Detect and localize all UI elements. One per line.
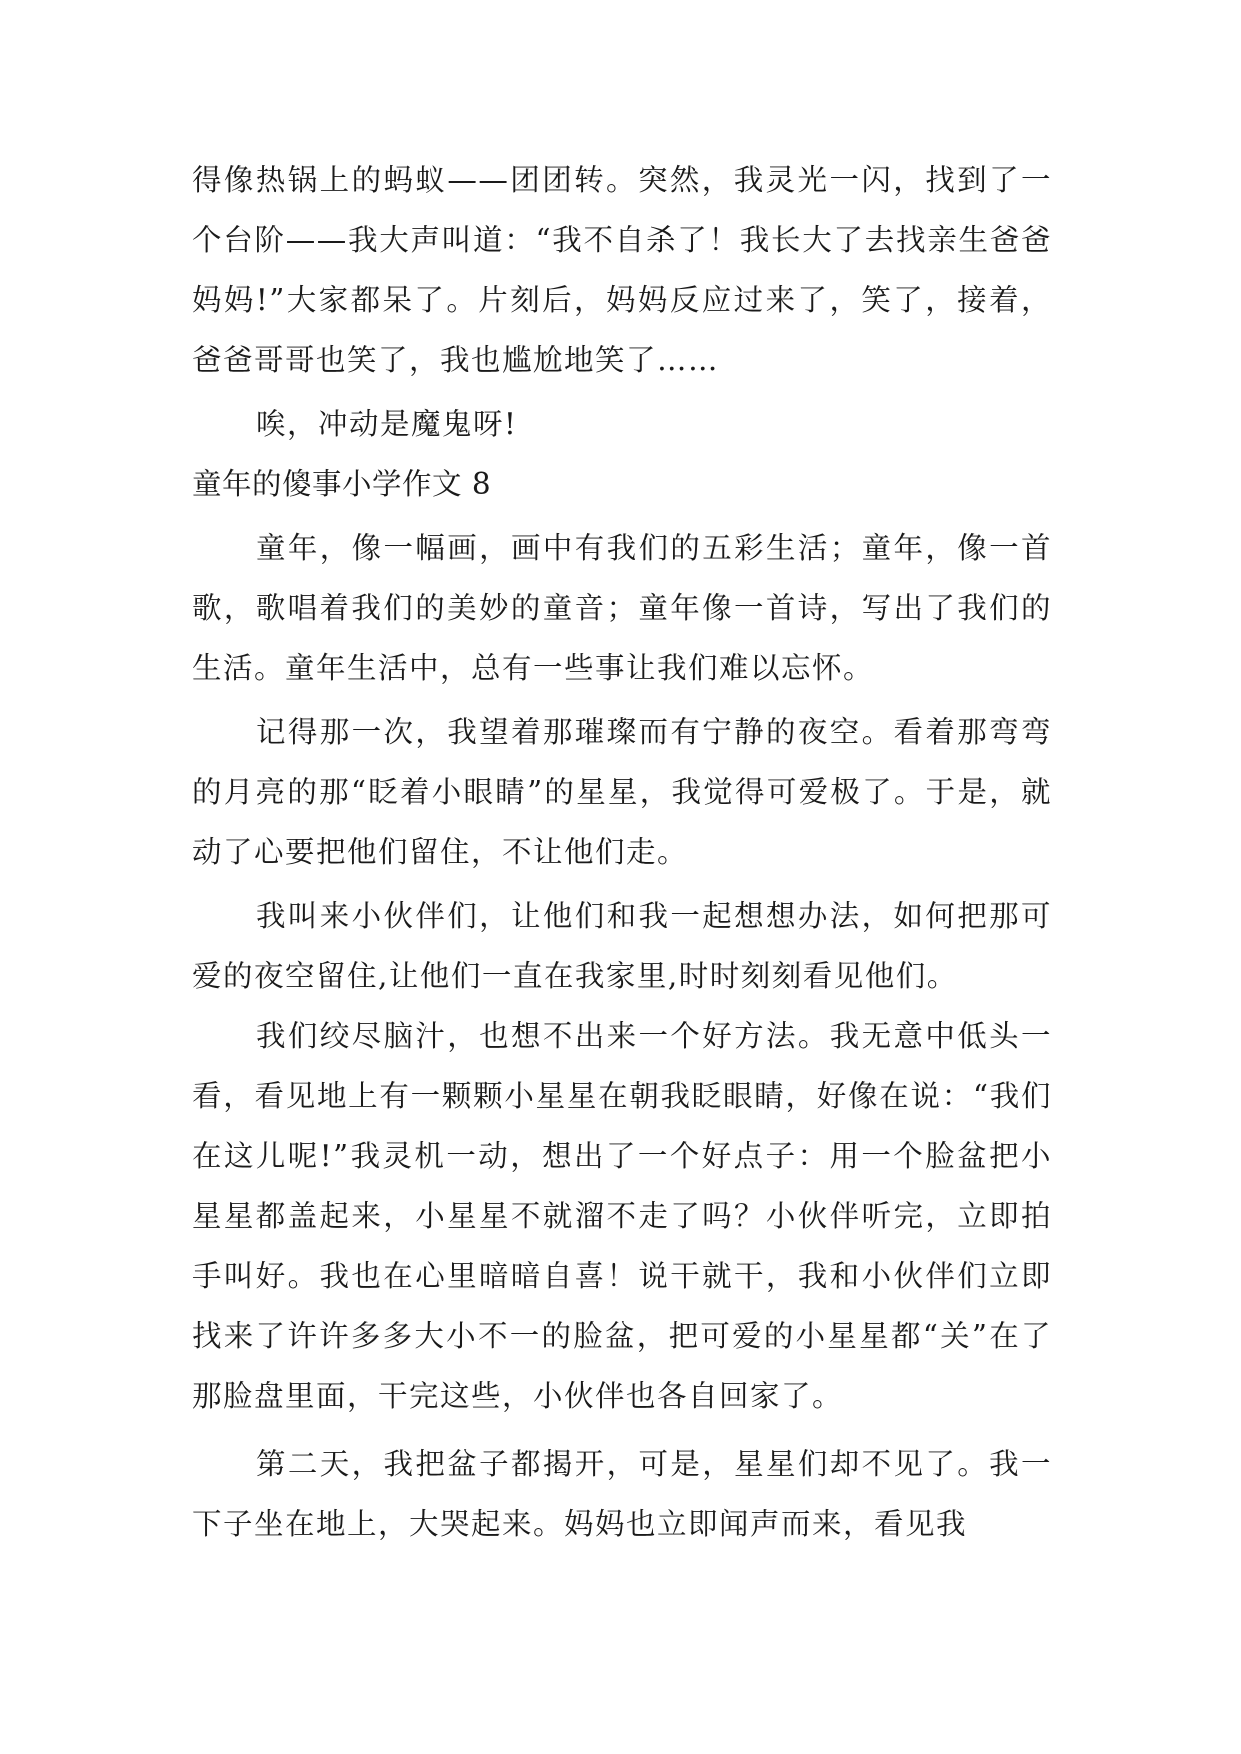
section-title: 童年的傻事小学作文 8 — [192, 467, 492, 501]
section-paragraph-1: 童年，像一幅画，画中有我们的五彩生活；童年，像一首歌，歌唱着我们的美妙的童音；童年像一首诗，写出了我们的生活。童年生活中，总有一些事让我们难以忘怀。 — [192, 531, 1052, 685]
paragraph-sigh: 唉，冲动是魔鬼呀! — [256, 407, 518, 441]
document-body — [192, 150, 1052, 1554]
section-paragraph-2: 记得那一次，我望着那璀璨而有宁静的夜空。看着那弯弯的月亮的那“眨着小眼睛”的星星，我觉得可爱极了。于是，就动了心要把他们留住，不让他们走。 — [192, 715, 1052, 869]
section-paragraph-3: 我叫来小伙伴们，让他们和我一起想想办法，如何把那可爱的夜空留住,让他们一直在我家里,时时刻刻看见他们。 — [192, 899, 1052, 993]
section-paragraph-5: 第二天，我把盆子都揭开，可是，星星们却不见了。我一下子坐在地上，大哭起来。妈妈也立即闻声而来，看见我 — [192, 1447, 1052, 1541]
paragraph-continued: 得像热锅上的蚂蚁——团团转。突然，我灵光一闪，找到了一个台阶——我大声叫道：“我不自杀了！我长大了去找亲生爸爸妈妈!”大家都呆了。片刻后，妈妈反应过来了，笑了，接着，爸爸哥哥也笑了，我也尴尬地笑了…… — [192, 163, 1052, 377]
section-paragraph-4: 我们绞尽脑汁，也想不出来一个好方法。我无意中低头一看，看见地上有一颗颗小星星在朝我眨眼睛，好像在说：“我们在这儿呢!”我灵机一动，想出了一个好点子：用一个脸盆把小星星都盖起来，小星星不就溜不走了吗？小伙伴听完，立即拍手叫好。我也在心里暗暗自喜！说干就干，我和小伙伴们立即找来了许许多多大小不一的脸盆，把可爱的小星星都“关”在了那脸盘里面，干完这些，小伙伴也各自回家了。 — [192, 1019, 1052, 1413]
